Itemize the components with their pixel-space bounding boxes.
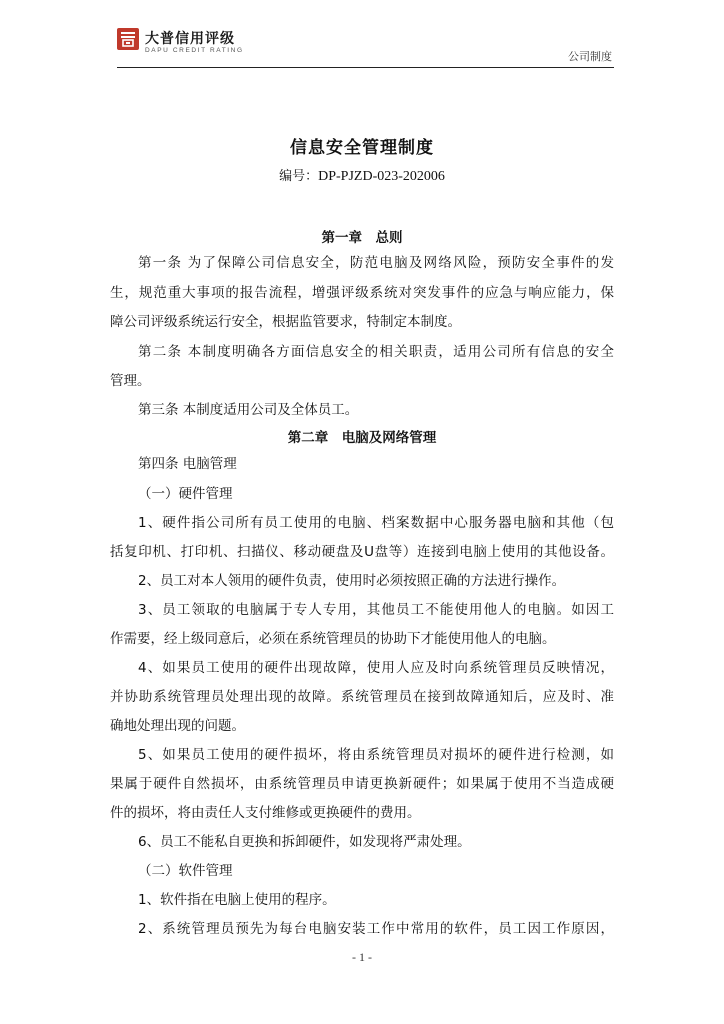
paragraph-line: 障公司评级系统运行安全，根据监管要求，特制定本制度。 (110, 314, 461, 330)
paragraph-line: 果属于硬件自然损坏，由系统管理员申请更换新硬件；如果属于使用不当造成硬 (110, 776, 614, 792)
paragraph-line: 4、如果员工使用的硬件出现故障，使用人应及时向系统管理员反映情况， (138, 660, 614, 676)
paragraph-line: 2、系统管理员预先为每台电脑安装工作中常用的软件，员工因工作原因， (138, 921, 614, 937)
paragraph-line: 生，规范重大事项的报告流程，增强评级系统对突发事件的应急与响应能力，保 (110, 285, 614, 301)
paragraph-line: 并协助系统管理员处理出现的故障。系统管理员在接到故障通知后，应及时、准 (110, 689, 614, 705)
document-title: 信息安全管理制度 (290, 138, 434, 158)
paragraph-line: 作需要，经上级同意后，必须在系统管理员的协助下才能使用他人的电脑。 (110, 631, 556, 647)
paragraph-line: （二）软件管理 (138, 863, 233, 879)
paragraph-line: 第三条 本制度适用公司及全体员工。 (138, 402, 359, 418)
brand-name-en: DAPU CREDIT RATING (145, 47, 244, 54)
paragraph-line: 第一条 为了保障公司信息安全，防范电脑及网络风险，预防安全事件的发 (138, 255, 614, 271)
paragraph-line: 第四条 电脑管理 (138, 456, 237, 472)
paragraph-line: 2、员工对本人领用的硬件负责，使用时必须按照正确的方法进行操作。 (138, 573, 566, 589)
chapter-heading-2: 第二章 电脑及网络管理 (287, 430, 437, 446)
page-number: - 1 - (352, 950, 372, 964)
paragraph-line: 管理。 (110, 373, 151, 389)
paragraph-line: 1、硬件指公司所有员工使用的电脑、档案数据中心服务器电脑和其他（包 (138, 515, 614, 531)
dapu-logo-icon (117, 28, 139, 50)
paragraph-line: 3、员工领取的电脑属于专人专用，其他员工不能使用他人的电脑。如因工 (138, 602, 614, 618)
paragraph-line: 1、软件指在电脑上使用的程序。 (138, 892, 336, 908)
paragraph-line: 5、如果员工使用的硬件损坏，将由系统管理员对损坏的硬件进行检测，如 (138, 747, 614, 763)
paragraph-line: 6、员工不能私自更换和拆卸硬件，如发现将严肃处理。 (138, 834, 471, 850)
document-number-label: 编号： (279, 169, 319, 184)
chapter-heading-1: 第一章 总则 (321, 230, 403, 246)
paragraph-line: 括复印机、打印机、扫描仪、移动硬盘及U盘等）连接到电脑上使用的其他设备。 (110, 544, 614, 560)
page-header (117, 24, 614, 66)
paragraph-line: 确地处理出现的问题。 (110, 718, 245, 734)
document-number (0, 165, 724, 185)
header-category: 公司制度 (568, 50, 612, 63)
paragraph-line: 第二条 本制度明确各方面信息安全的相关职责，适用公司所有信息的安全 (138, 344, 614, 360)
brand-name: 大普信用评级 (145, 31, 235, 47)
document-number-value: DP-PJZD-023-202006 (318, 169, 445, 184)
paragraph-line: （一）硬件管理 (138, 486, 233, 502)
header-divider (117, 67, 614, 68)
paragraph-line: 件的损坏，将由责任人支付维修或更换硬件的费用。 (110, 805, 421, 821)
